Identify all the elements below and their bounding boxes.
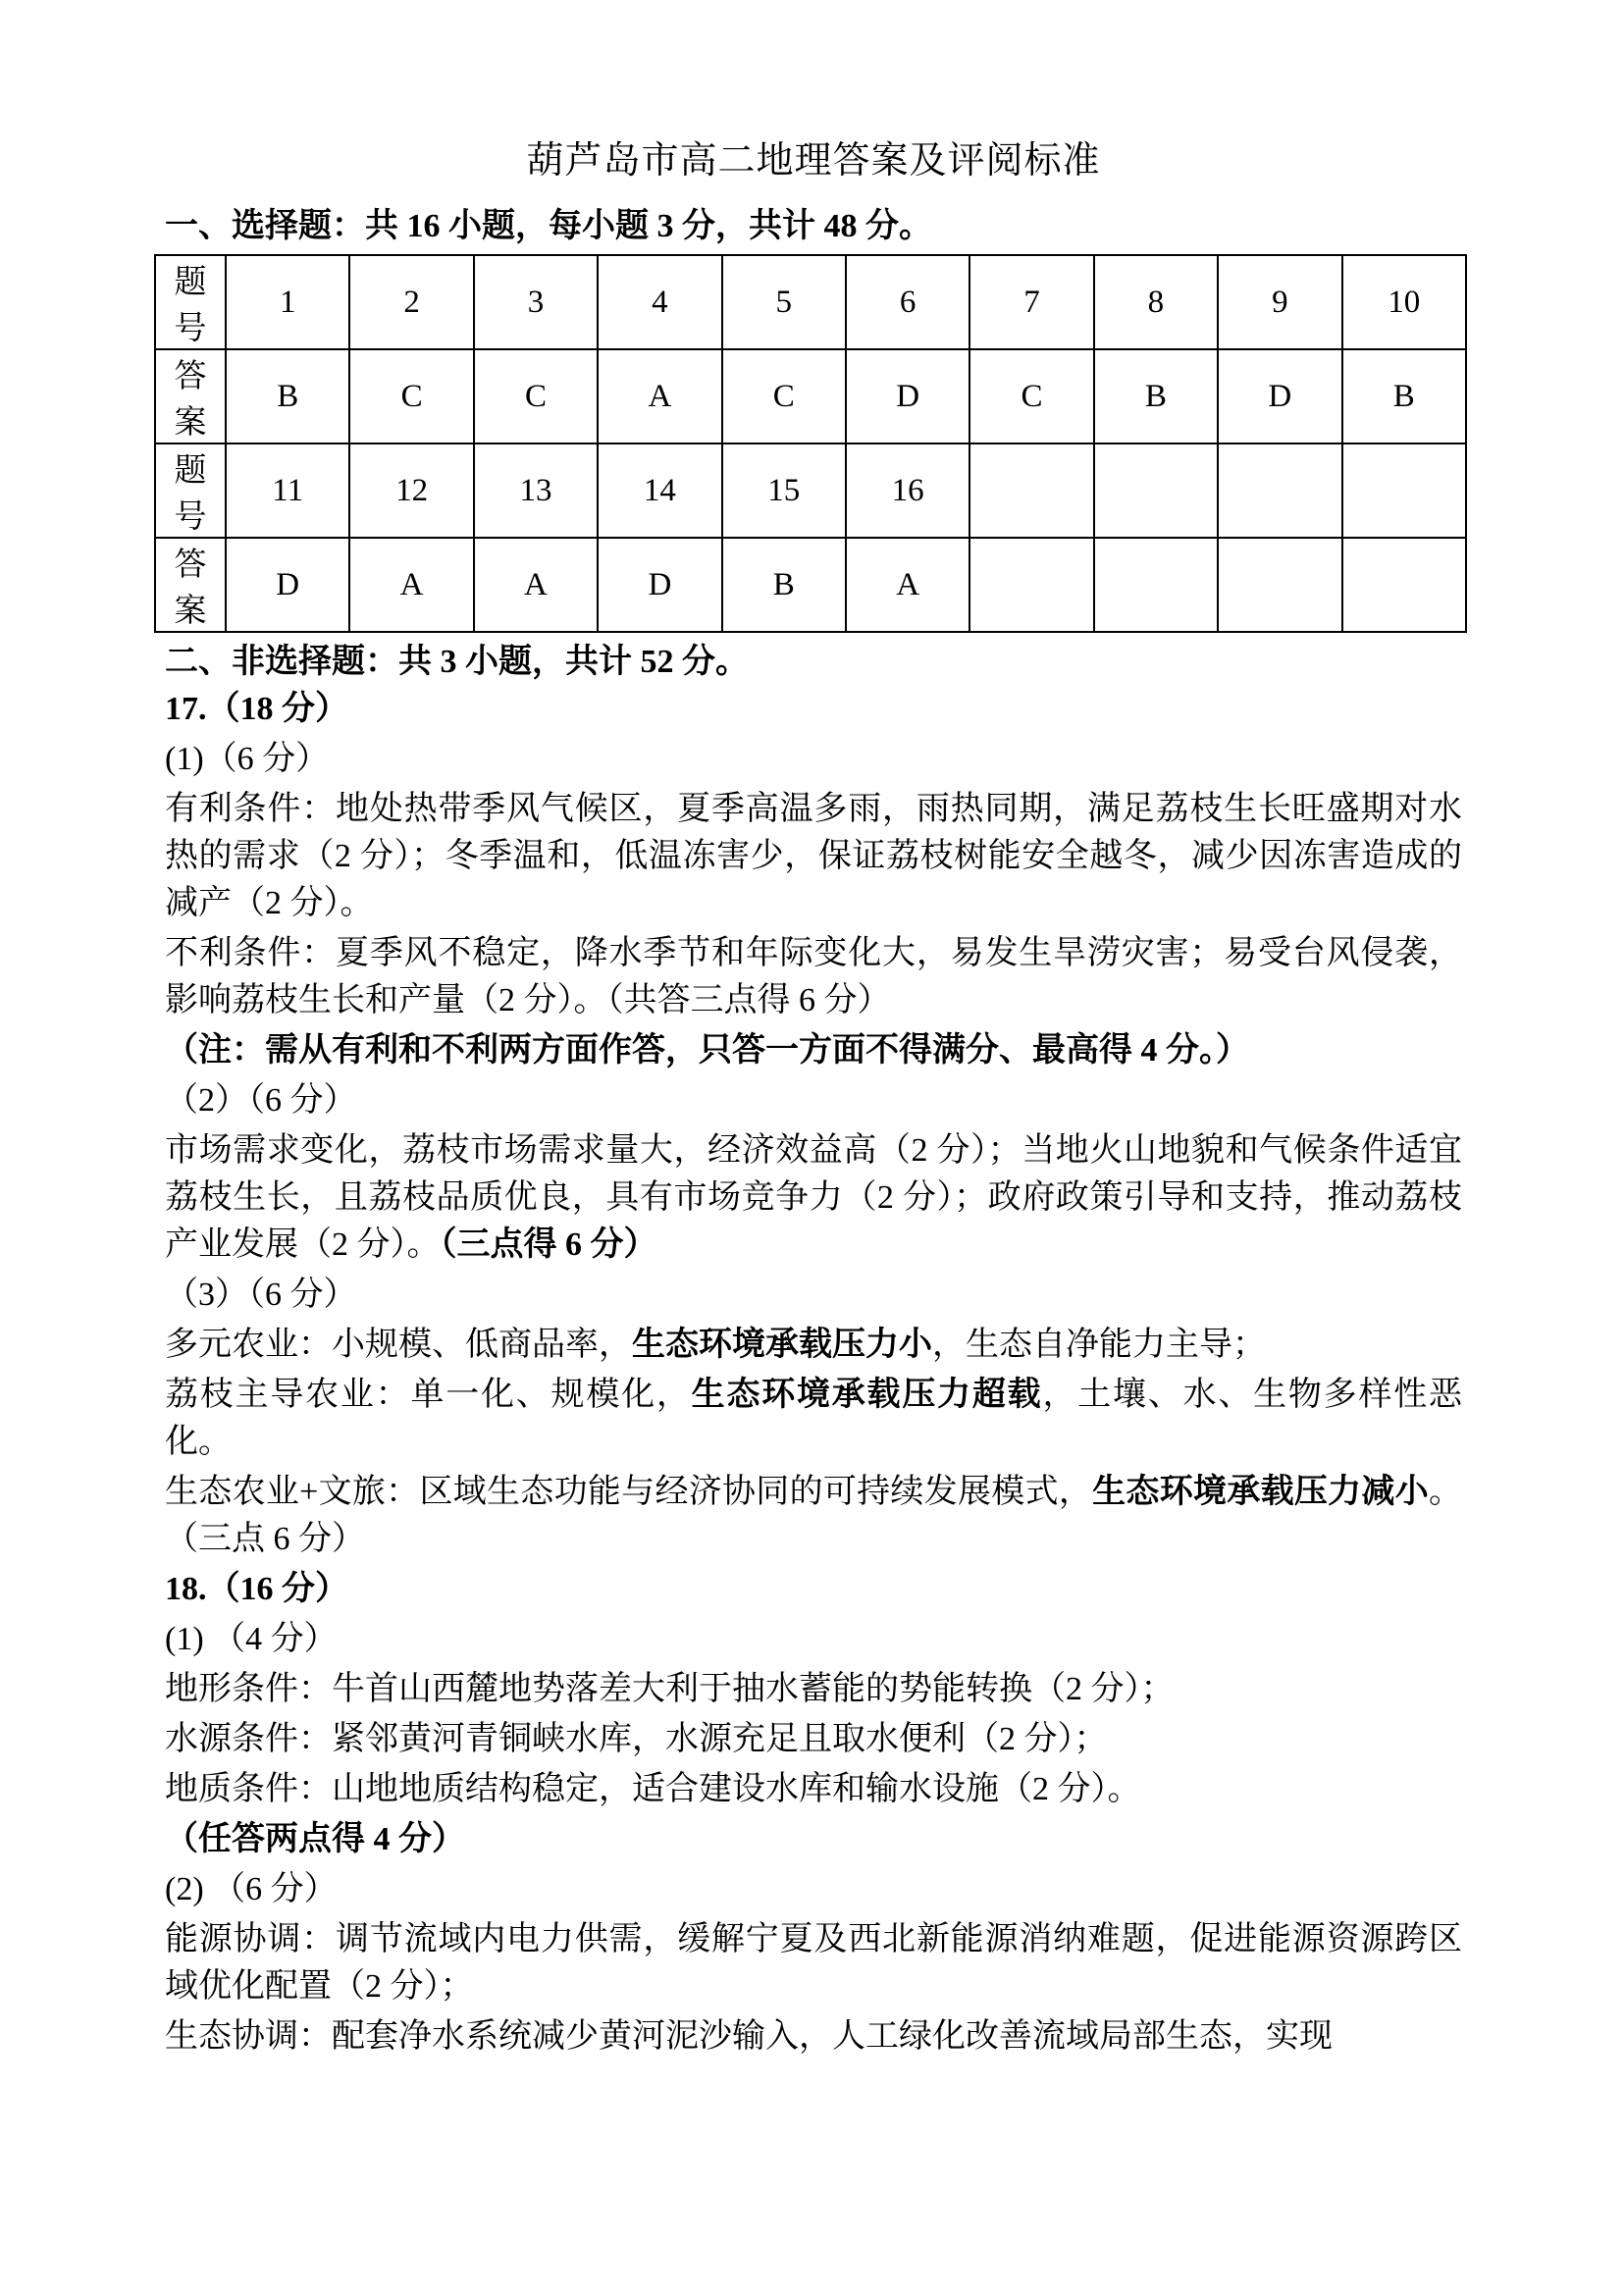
answer-cell: B xyxy=(226,349,349,443)
answer-cell: C xyxy=(969,349,1093,443)
answer-cell: C xyxy=(474,349,598,443)
answer-cell: A xyxy=(349,538,473,632)
answer-table-body xyxy=(155,255,1466,632)
answer-cell: A xyxy=(846,538,969,632)
text-run: 不利条件：夏季风不稳定，降水季节和年际变化大，易发生旱涝灾害；易受台风侵袭，影响荔枝生长和产量（2 分）。（共答三点得 6 分） xyxy=(165,935,1462,1018)
answer-cell xyxy=(1218,443,1341,538)
text-run: (2) （6 分） xyxy=(165,1871,338,1907)
answer-cell: 6 xyxy=(846,255,969,349)
answer-cell: D xyxy=(598,538,721,632)
answer-cell: D xyxy=(226,538,349,632)
section-choice-heading: 一、选择题：共 16 小题，每小题 3 分，共计 48 分。 xyxy=(165,208,932,244)
answer-cell xyxy=(1094,538,1218,632)
bold-text-run: 生态环境承载压力超载 xyxy=(691,1377,1043,1413)
text-run: （3）（6 分） xyxy=(165,1277,357,1313)
paragraph xyxy=(165,930,1462,1024)
text-run: 生态农业+文旅：区域生态功能与经济协同的可持续发展模式， xyxy=(165,1474,1093,1510)
bold-text-run: 18.（16 分） xyxy=(165,1571,348,1607)
answer-body xyxy=(165,686,1462,2060)
table-row xyxy=(155,255,1466,349)
text-run: 生态协调：配套净水系统减少黄河泥沙输入，人工绿化改善流域局部生态，实现 xyxy=(165,2018,1333,2055)
paragraph xyxy=(165,2013,1462,2060)
bold-text-run: 17.（18 分） xyxy=(165,691,348,727)
paragraph xyxy=(165,1077,1462,1124)
answer-cell xyxy=(1342,538,1466,632)
text-run: 有利条件：地处热带季风气候区，夏季高温多雨，雨热同期，满足荔枝生长旺盛期对水热的需求（2 分）；冬季温和，低温冻害少，保证荔枝树能安全越冬，减少因冻害造成的减产（2 分）。 xyxy=(165,791,1462,921)
row-header-cell: 答案 xyxy=(155,538,226,632)
paragraph xyxy=(165,1866,1462,1913)
answer-cell: B xyxy=(1342,349,1466,443)
text-run: 。（三点 6 分） xyxy=(165,1474,1462,1557)
answer-cell: C xyxy=(349,349,473,443)
paragraph xyxy=(165,686,1462,733)
table-row xyxy=(155,443,1466,538)
text-run: ，土壤、水、生物多样性恶化。 xyxy=(165,1377,1463,1460)
text-run: (1)（6 分） xyxy=(165,741,330,777)
answer-cell: 11 xyxy=(226,443,349,538)
answer-cell: 10 xyxy=(1342,255,1466,349)
text-run: (1) （4 分） xyxy=(165,1621,338,1657)
paragraph xyxy=(165,1716,1462,1763)
answer-cell: 14 xyxy=(598,443,721,538)
answer-cell: 8 xyxy=(1094,255,1218,349)
answer-cell: 7 xyxy=(969,255,1093,349)
answer-cell: D xyxy=(1218,349,1341,443)
paragraph xyxy=(165,1766,1462,1813)
answer-cell: A xyxy=(474,538,598,632)
bold-text-run: （三点得 6 分） xyxy=(440,1226,657,1263)
text-run: 地形条件：牛首山西麓地势落差大利于抽水蓄能的势能转换（2 分）； xyxy=(165,1671,1175,1707)
answer-cell: 3 xyxy=(474,255,598,349)
answer-cell: 15 xyxy=(722,443,846,538)
paragraph xyxy=(165,1127,1462,1269)
answer-cell: C xyxy=(722,349,846,443)
paragraph xyxy=(165,1372,1462,1466)
answer-cell: D xyxy=(846,349,969,443)
text-run: 水源条件：紧邻黄河青铜峡水库，水源充足且取水便利（2 分）； xyxy=(165,1721,1108,1757)
text-run: 地质条件：山地地质结构稳定，适合建设水库和输水设施（2 分）。 xyxy=(165,1771,1141,1807)
answer-cell: 13 xyxy=(474,443,598,538)
paragraph xyxy=(165,1666,1462,1713)
paragraph xyxy=(165,1566,1462,1613)
paragraph xyxy=(165,1272,1462,1319)
paragraph xyxy=(165,1322,1462,1369)
bold-text-run: （任答两点得 4 分） xyxy=(165,1821,465,1857)
paragraph xyxy=(165,1616,1462,1663)
bold-text-run: （注：需从有利和不利两方面作答，只答一方面不得满分、最高得 4 分。） xyxy=(165,1032,1249,1069)
text-run: （2）（6 分） xyxy=(165,1082,357,1119)
answer-cell: B xyxy=(1094,349,1218,443)
answer-cell: A xyxy=(598,349,721,443)
answer-cell xyxy=(1094,443,1218,538)
answer-cell xyxy=(1342,443,1466,538)
paragraph xyxy=(165,1916,1462,2010)
answer-cell: B xyxy=(722,538,846,632)
answer-cell: 1 xyxy=(226,255,349,349)
answer-cell: 16 xyxy=(846,443,969,538)
bold-text-run: 生态环境承载压力小 xyxy=(632,1327,932,1363)
paragraph xyxy=(165,786,1462,927)
page-title: 葫芦岛市高二地理答案及评阅标准 xyxy=(526,140,1101,182)
answer-cell: 9 xyxy=(1218,255,1341,349)
answer-cell xyxy=(969,538,1093,632)
table-row xyxy=(155,349,1466,443)
table-row xyxy=(155,538,1466,632)
row-header-cell: 答案 xyxy=(155,349,226,443)
bold-text-run: 生态环境承载压力减小 xyxy=(1092,1474,1429,1510)
answer-cell xyxy=(1218,538,1341,632)
section-free-heading: 二、非选择题：共 3 小题，共计 52 分。 xyxy=(165,644,749,680)
answer-cell: 2 xyxy=(349,255,473,349)
text-run: 能源协调：调节流域内电力供需，缓解宁夏及西北新能源消纳难题，促进能源资源跨区域优化配置（2 分）； xyxy=(165,1921,1462,2005)
row-header-cell: 题号 xyxy=(155,255,226,349)
answer-cell: 12 xyxy=(349,443,473,538)
text-run: 荔枝主导农业：单一化、规模化， xyxy=(165,1377,692,1413)
paragraph xyxy=(165,736,1462,783)
text-run: ，生态自净能力主导； xyxy=(932,1327,1266,1363)
paragraph xyxy=(165,1027,1462,1074)
text-run: 多元农业：小规模、低商品率， xyxy=(165,1327,632,1363)
answer-cell: 5 xyxy=(722,255,846,349)
paragraph xyxy=(165,1469,1462,1563)
answer-table xyxy=(154,254,1467,633)
paragraph xyxy=(165,1816,1462,1863)
row-header-cell: 题号 xyxy=(155,443,226,538)
answer-cell xyxy=(969,443,1093,538)
answer-cell: 4 xyxy=(598,255,721,349)
text-run: 市场需求变化，荔枝市场需求量大，经济效益高（2 分）；当地火山地貌和气候条件适宜荔枝生长，且荔枝品质优良，具有市场竞争力（2 分）；政府政策引导和支持，推动荔枝产业发展（2 分）。 xyxy=(165,1132,1462,1263)
